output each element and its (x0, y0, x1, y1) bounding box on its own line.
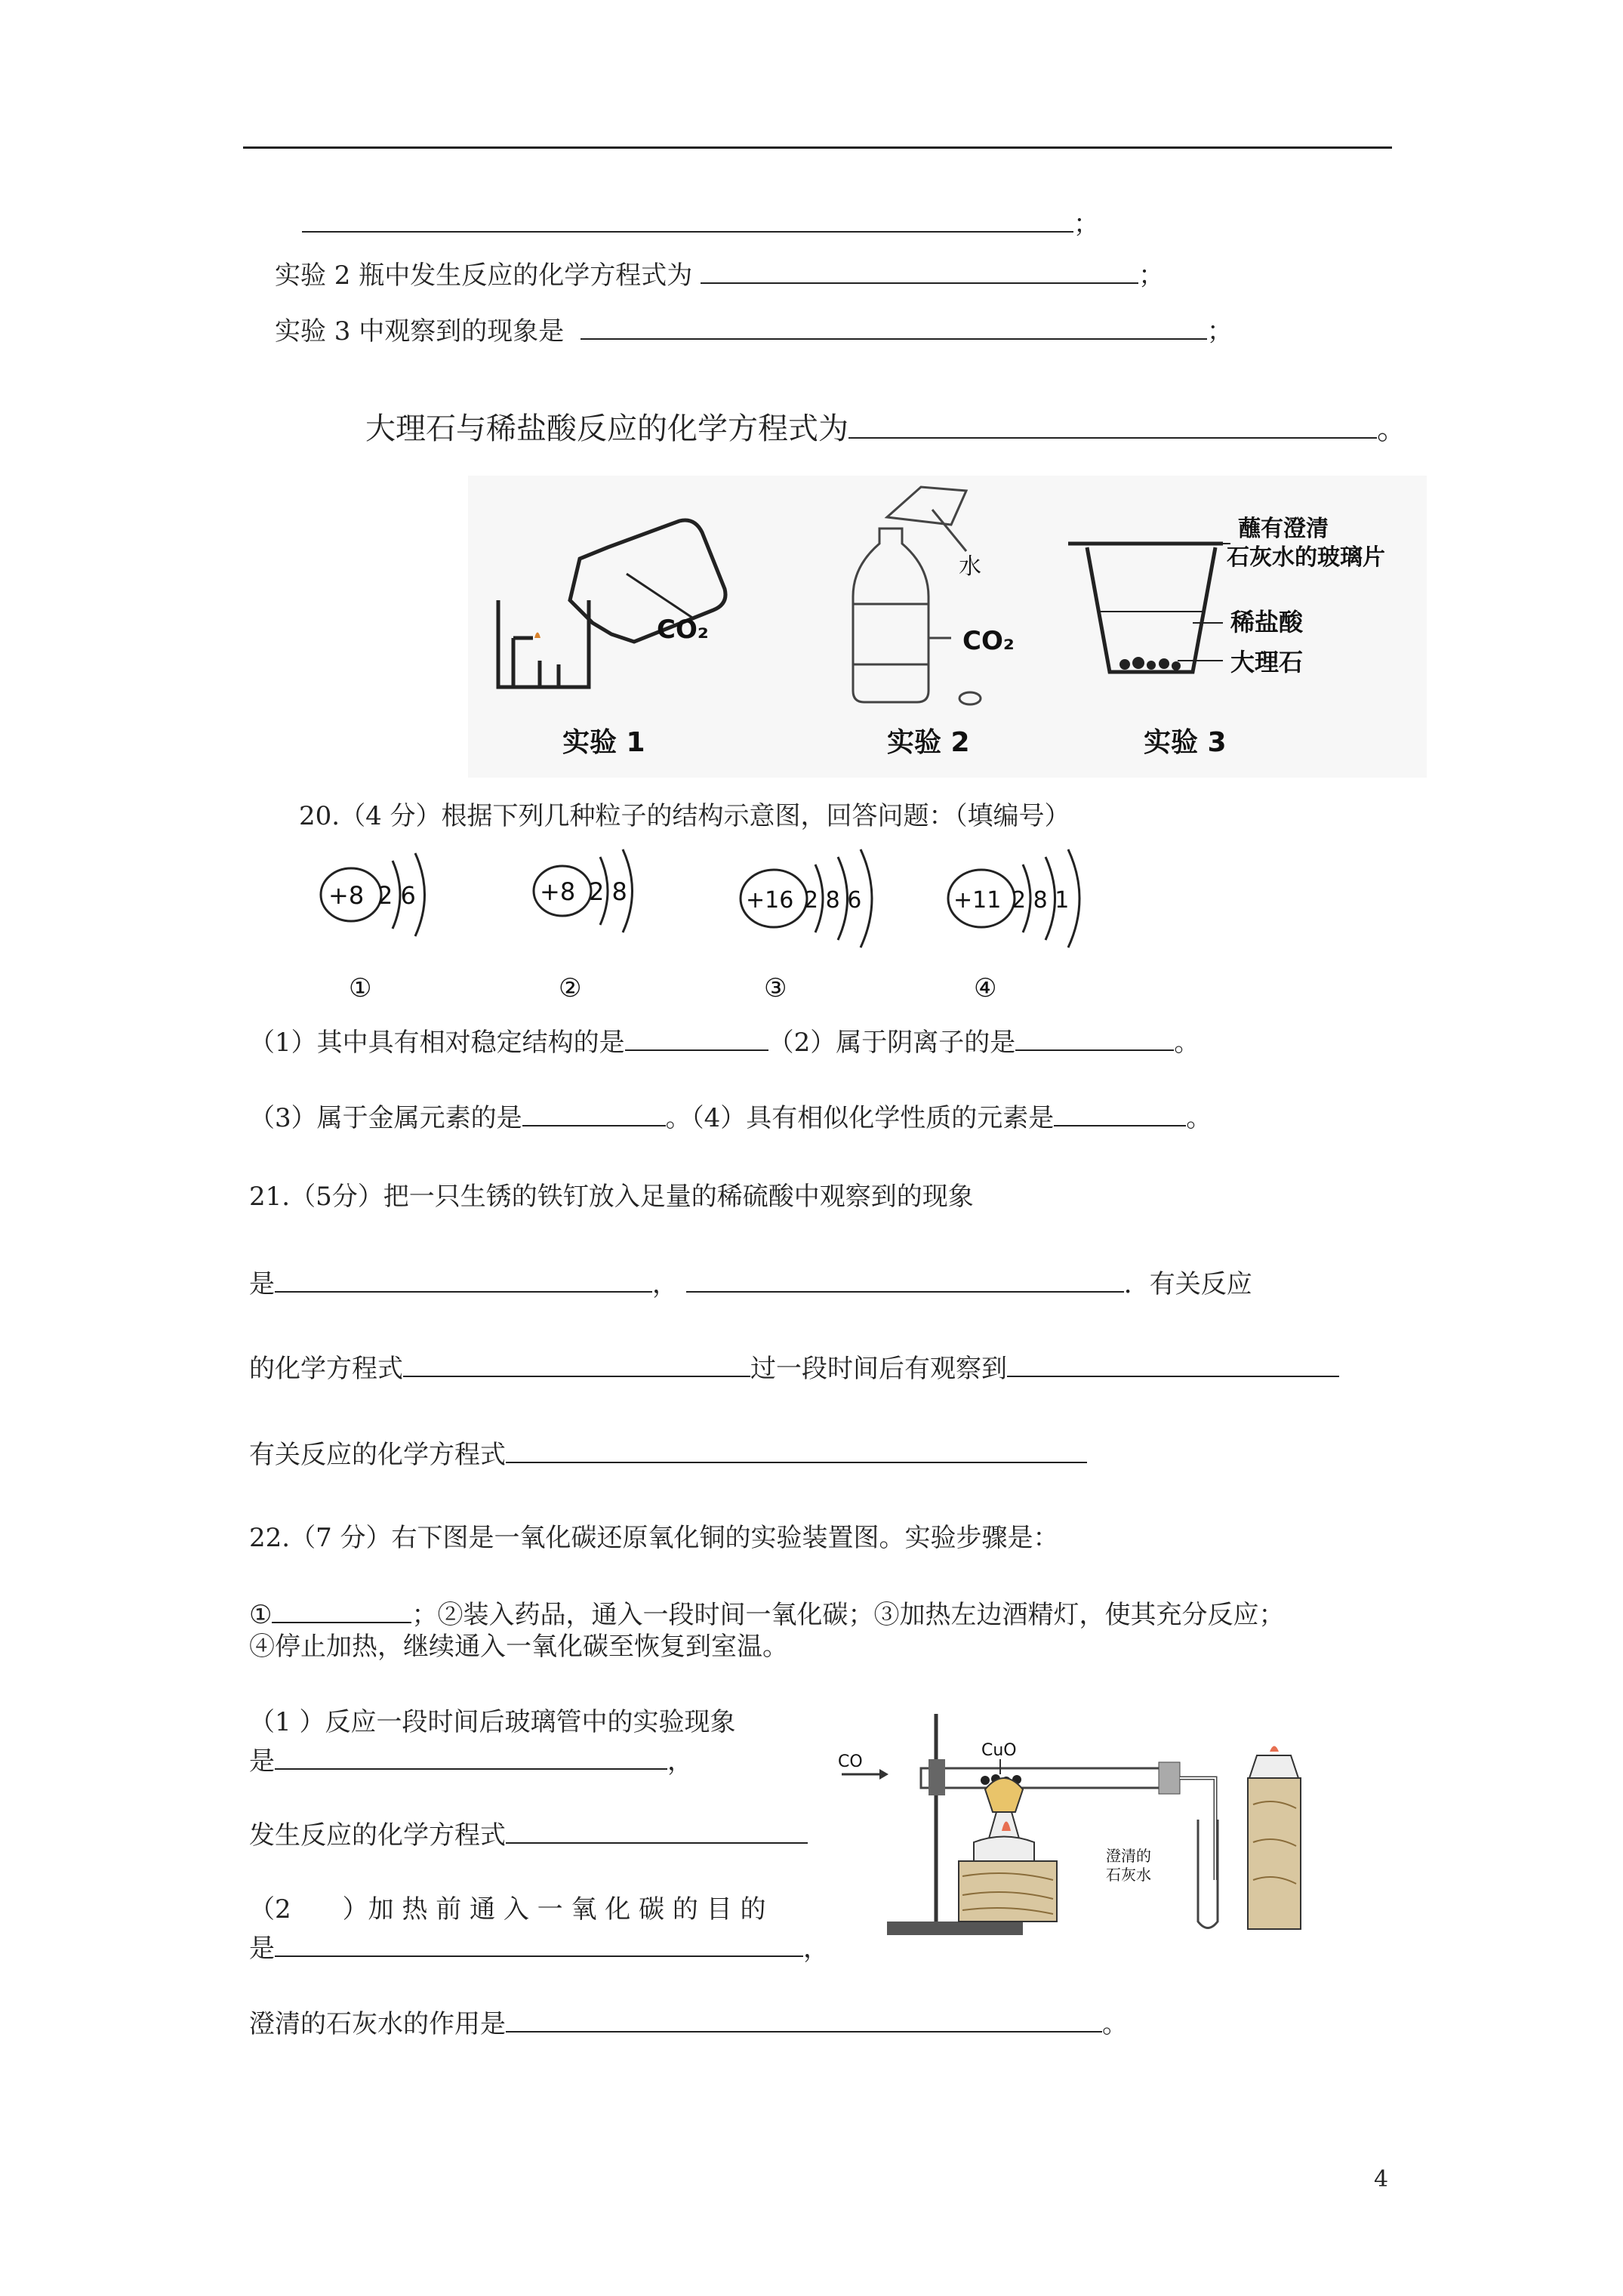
answer-blank[interactable] (275, 1746, 667, 1770)
particle2-shells: 2 8 (589, 877, 627, 906)
answer-blank[interactable] (272, 1599, 411, 1623)
q20-line1: （1）其中具有相对稳定结构的是 （2）属于阴离子的是 。 (249, 1028, 1200, 1058)
q19-exp3: 实验 3 中观察到的现象是 ； (275, 316, 1233, 347)
particle3-label: ③ (764, 973, 787, 1003)
answer-blank[interactable] (403, 1353, 750, 1377)
particle3-nucleus: +16 (746, 887, 794, 914)
answer-blank[interactable] (848, 410, 1377, 439)
co-reduction-figure (834, 1699, 1302, 1948)
q19-exp2: 实验 2 瓶中发生反应的化学方程式为 ； (275, 260, 1165, 291)
q20-line2: （3）属于金属元素的是 。（4）具有相似化学性质的元素是 。 (249, 1103, 1212, 1133)
q21-line2: 的化学方程式 过一段时间后有观察到 (249, 1353, 1339, 1382)
q20-header: 20.（4 分）根据下列几种粒子的结构示意图，回答问题：（填编号） (299, 801, 1070, 831)
header-rule (243, 146, 1392, 149)
answer-blank[interactable] (1007, 1353, 1339, 1377)
answer-blank[interactable] (506, 1439, 1087, 1463)
answer-blank[interactable] (522, 1102, 666, 1126)
cuo-label: CuO (981, 1741, 1017, 1760)
answer-blank[interactable] (581, 316, 1207, 340)
exp1-gas-label: CO₂ (657, 615, 709, 645)
exp3-caption: 实验 3 (1144, 727, 1227, 758)
co-label: CO (838, 1752, 863, 1771)
exp3-acid-label: 稀盐酸 (1230, 608, 1304, 636)
particle2-nucleus: +8 (540, 877, 576, 906)
particle4-shells: 2 8 1 (1012, 887, 1070, 914)
exp3-glass-label-2: 石灰水的玻璃片 (1227, 544, 1385, 571)
q22-header: 22.（7 分）右下图是一氧化碳还原氧化铜的实验装置图。实验步骤是： (249, 1523, 1059, 1553)
answer-blank[interactable] (275, 1268, 652, 1293)
exp3-marble-label: 大理石 (1230, 648, 1304, 676)
particle4-nucleus: +11 (953, 887, 1002, 914)
lime-label-2: 石灰水 (1106, 1866, 1151, 1884)
q22-q2: （2 ）加 热 前 通 入 一 氧 化 碳 的 目 的 (249, 1894, 766, 1925)
q22-q2-answer: 是 ， (249, 1934, 829, 1964)
particle1-nucleus: +8 (328, 881, 365, 910)
experiments-figure (468, 476, 1427, 778)
q22-eq: 发生反应的化学方程式 (249, 1820, 808, 1848)
answer-blank[interactable] (1054, 1102, 1186, 1126)
q21-line1: 是 ， ．有关反应 (249, 1269, 1252, 1299)
answer-blank[interactable] (1015, 1027, 1174, 1051)
particle3-shells: 2 8 6 (804, 887, 862, 914)
q22-lime: 澄清的石灰水的作用是 。 (249, 2009, 1128, 2039)
answer-blank[interactable] (506, 2008, 1102, 2032)
q22-steps-line1: ① ；②装入药品，通入一段时间一氧化碳；③加热左边酒精灯，使其充分反应； (249, 1600, 1285, 1630)
answer-blank[interactable] (302, 208, 1073, 233)
exp1-caption: 实验 1 (562, 727, 645, 758)
q22-q1-answer: 是 ， (249, 1746, 693, 1777)
answer-blank[interactable] (625, 1027, 768, 1051)
particle1-shells: 2 6 (377, 881, 416, 910)
answer-blank[interactable] (686, 1268, 1124, 1293)
lime-label-1: 澄清的 (1106, 1847, 1151, 1865)
answer-blank[interactable] (506, 1820, 808, 1844)
particle4-label: ④ (974, 973, 997, 1003)
q22-q1: （1 ）反应一段时间后玻璃管中的实验现象 (249, 1707, 736, 1737)
particle1-label: ① (349, 973, 372, 1003)
q21-header: 21.（5分）把一只生锈的铁钉放入足量的稀硫酸中观察到的现象 (249, 1182, 974, 1212)
exp2-gas-label: CO₂ (962, 626, 1015, 656)
particle2-label: ② (559, 973, 582, 1003)
q19-marble: 大理石与稀盐酸反应的化学方程式为 。 (365, 411, 1407, 446)
answer-blank[interactable] (275, 1933, 803, 1957)
exp2-water-label: 水 (959, 553, 981, 580)
exp3-glass-label-1: 蘸有澄清 (1238, 516, 1329, 542)
q19-line1: ； (302, 208, 1099, 237)
answer-blank[interactable] (701, 260, 1138, 284)
q22-steps-line2: ④停止加热，继续通入一氧化碳至恢复到室温。 (249, 1632, 788, 1662)
exp2-caption: 实验 2 (887, 727, 970, 758)
particle-diagrams (302, 838, 1132, 1004)
page-number: 4 (1374, 2166, 1389, 2193)
q21-line3: 有关反应的化学方程式 (249, 1439, 1087, 1468)
